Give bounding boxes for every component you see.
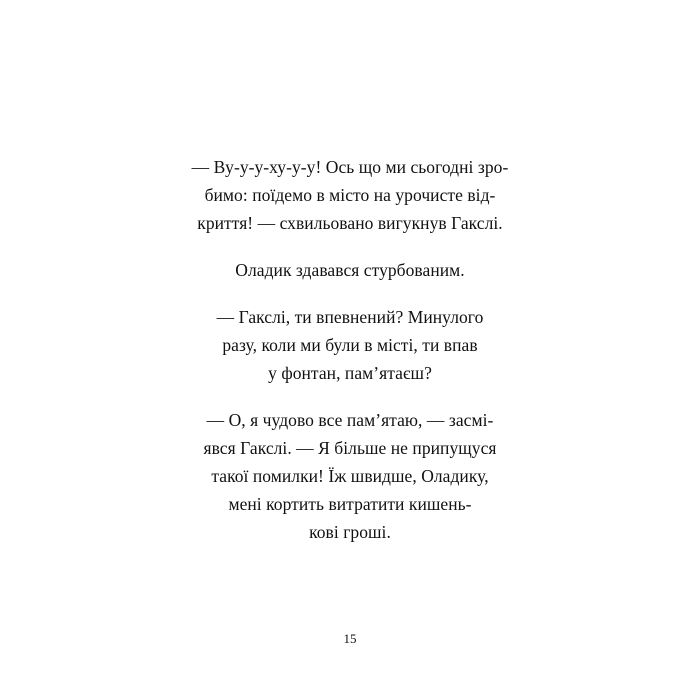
- paragraph-4: [140, 406, 560, 546]
- paragraph-2: [140, 256, 560, 284]
- page-number: 15: [343, 631, 357, 646]
- paragraph-1: [140, 153, 560, 237]
- text-line: мені кортить витратити кишень-: [228, 494, 472, 514]
- text-line: криття! — схвильовано вигукнув Гакслі.: [197, 213, 503, 233]
- text-line: такої помилки! Їж швидше, Оладику,: [211, 466, 489, 486]
- text-line: — Гакслі, ти впевнений? Минулого: [216, 307, 484, 327]
- text-line: бимо: поїдемо в місто на урочисте від-: [204, 185, 496, 205]
- text-line: — О, я чудово все пам’ятаю, — засмі-: [206, 410, 494, 430]
- text-line: Оладик здавався стурбованим.: [235, 260, 465, 280]
- text-line: — Ву-у-у-ху-у-у! Ось що ми сьогодні зро-: [191, 157, 509, 177]
- text-line: разу, коли ми були в місті, ти впав: [222, 335, 478, 355]
- story-text: [140, 153, 560, 565]
- text-line: явся Гакслі. — Я більше не припущуся: [203, 438, 497, 458]
- paragraph-3: [140, 303, 560, 387]
- text-line: у фонтан, пам’ятаєш?: [268, 363, 432, 383]
- text-line: кові гроші.: [309, 522, 391, 542]
